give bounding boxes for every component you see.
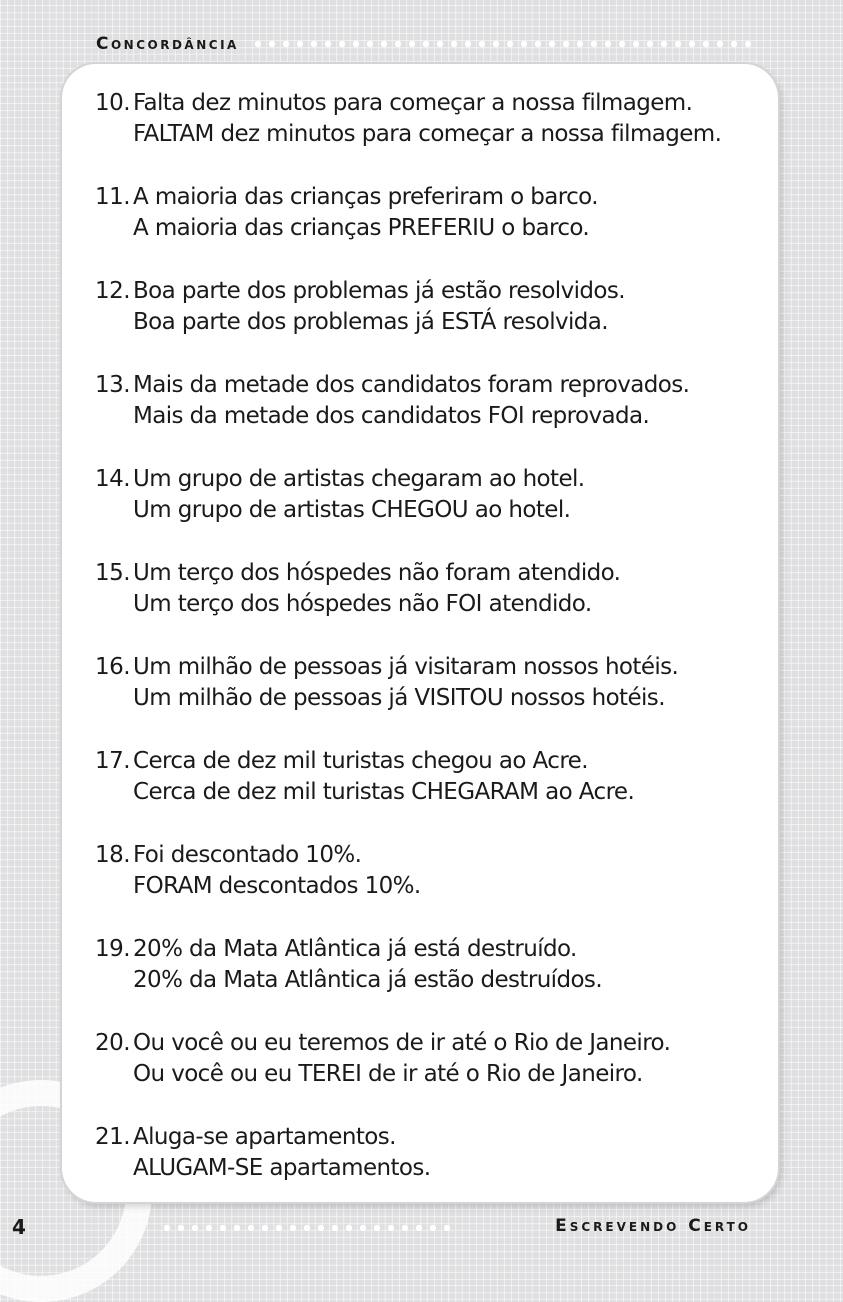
item-number: 12. — [95, 278, 131, 304]
incorrect-sentence: Mais da metade dos candidatos foram reprovados. — [133, 372, 690, 398]
incorrect-sentence: Falta dez minutos para começar a nossa filmagem. — [133, 90, 693, 116]
incorrect-sentence: Aluga-se apartamentos. — [133, 1124, 396, 1150]
correct-sentence: Ou você ou eu TEREI de ir até o Rio de Janeiro. — [133, 1061, 643, 1087]
correct-sentence: FORAM descontados 10%. — [133, 873, 421, 899]
correct-sentence: Um milhão de pessoas já VISITOU nossos hotéis. — [133, 685, 665, 711]
incorrect-sentence: Um terço dos hóspedes não foram atendido. — [133, 560, 621, 586]
item-number: 14. — [95, 466, 131, 492]
item-number: 18. — [95, 842, 131, 868]
correct-sentence: Cerca de dez mil turistas CHEGARAM ao Acre. — [133, 779, 635, 805]
book-title: Escrevendo Certo — [555, 1216, 751, 1236]
section-title: Concordância — [96, 34, 239, 54]
list-item — [95, 746, 775, 840]
item-number: 16. — [95, 654, 131, 680]
list-item — [95, 370, 775, 464]
item-number: 13. — [95, 372, 131, 398]
correct-sentence: Um terço dos hóspedes não FOI atendido. — [133, 591, 592, 617]
incorrect-sentence: Cerca de dez mil turistas chegou ao Acre. — [133, 748, 588, 774]
incorrect-sentence: Um grupo de artistas chegaram ao hotel. — [133, 466, 585, 492]
header-dot-leader — [251, 40, 756, 48]
list-item — [95, 1122, 775, 1216]
list-item — [95, 558, 775, 652]
list-item — [95, 88, 775, 182]
item-number: 17. — [95, 748, 131, 774]
page-number: 4 — [12, 1215, 26, 1239]
correct-sentence: Boa parte dos problemas já ESTÁ resolvida. — [133, 309, 608, 335]
list-item — [95, 276, 775, 370]
list-item — [95, 1028, 775, 1122]
list-item — [95, 464, 775, 558]
footer-dot-leader — [160, 1224, 450, 1232]
item-number: 20. — [95, 1030, 131, 1056]
item-number: 19. — [95, 936, 131, 962]
incorrect-sentence: A maioria das crianças preferiram o barco. — [133, 184, 598, 210]
page-footer — [0, 1213, 843, 1243]
item-number: 10. — [95, 90, 131, 116]
incorrect-sentence: Um milhão de pessoas já visitaram nossos hotéis. — [133, 654, 679, 680]
item-number: 11. — [95, 184, 131, 210]
correct-sentence: Um grupo de artistas CHEGOU ao hotel. — [133, 497, 571, 523]
correct-sentence: FALTAM dez minutos para começar a nossa filmagem. — [133, 121, 722, 147]
incorrect-sentence: 20% da Mata Atlântica já está destruído. — [133, 936, 577, 962]
incorrect-sentence: Boa parte dos problemas já estão resolvidos. — [133, 278, 625, 304]
list-item — [95, 840, 775, 934]
correct-sentence: A maioria das crianças PREFERIU o barco. — [133, 215, 590, 241]
item-number: 21. — [95, 1124, 131, 1150]
page-header — [96, 30, 756, 58]
incorrect-sentence: Ou você ou eu teremos de ir até o Rio de Janeiro. — [133, 1030, 671, 1056]
list-item — [95, 652, 775, 746]
correct-sentence: ALUGAM-SE apartamentos. — [133, 1155, 431, 1181]
correct-sentence: 20% da Mata Atlântica já estão destruídos. — [133, 967, 603, 993]
example-list — [95, 88, 775, 1216]
item-number: 15. — [95, 560, 131, 586]
correct-sentence: Mais da metade dos candidatos FOI reprovada. — [133, 403, 650, 429]
content-card — [62, 64, 778, 1202]
list-item — [95, 182, 775, 276]
list-item — [95, 934, 775, 1028]
incorrect-sentence: Foi descontado 10%. — [133, 842, 362, 868]
